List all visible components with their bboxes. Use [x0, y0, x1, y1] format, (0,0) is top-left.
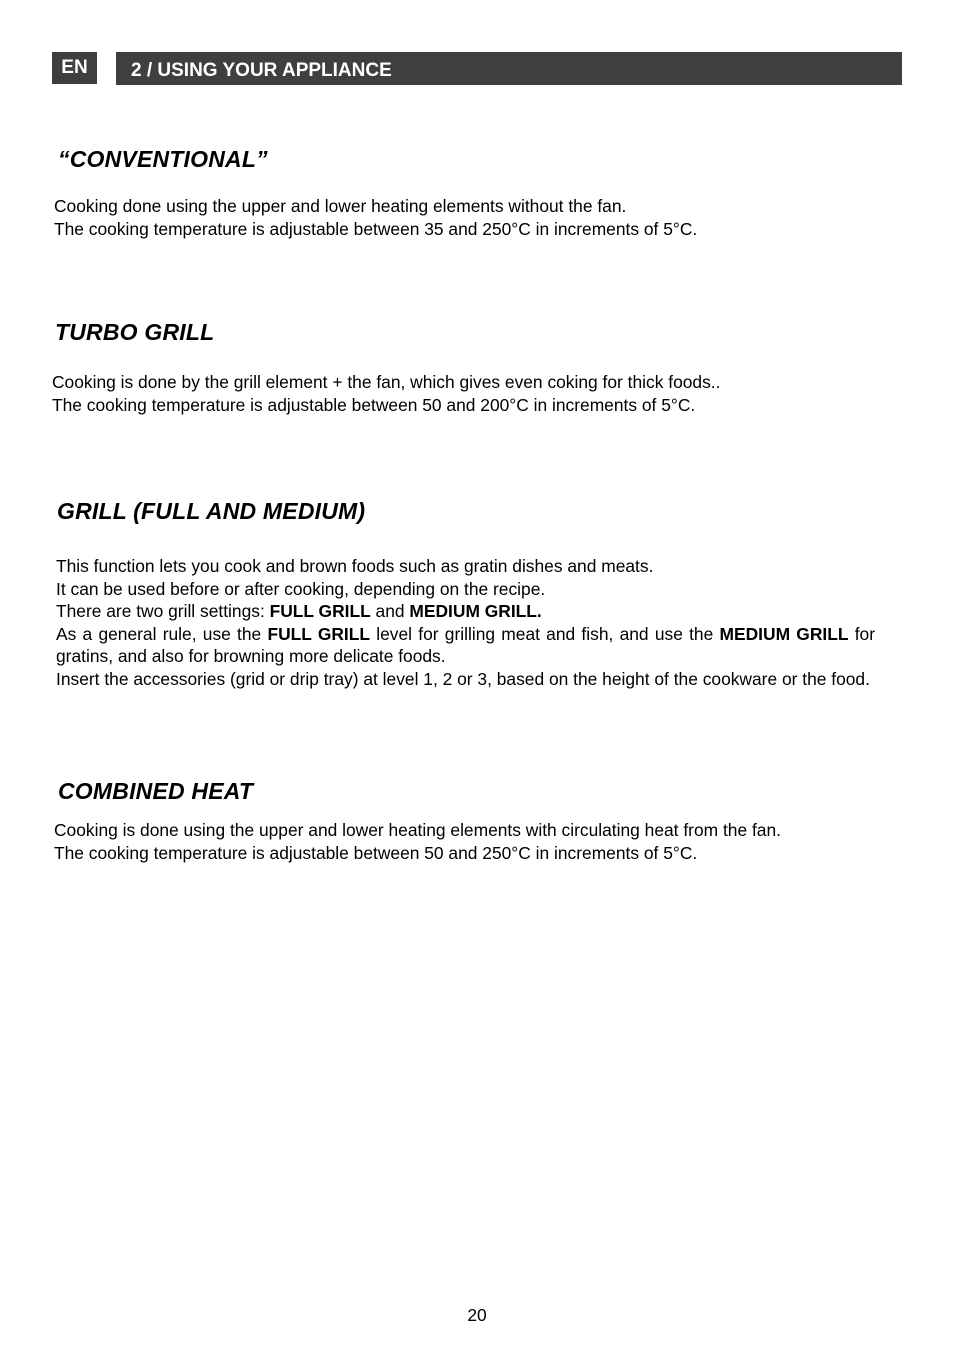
grill-line-4-pre: As a general rule, use the — [56, 623, 268, 644]
heading-turbo-grill: TURBO GRILL — [55, 319, 215, 345]
medium-grill-label: MEDIUM GRILL. — [409, 601, 542, 622]
grill-line-3-pre: There are two grill settings: — [56, 601, 270, 622]
combined-heat-text — [54, 819, 924, 864]
heading-grill-full-medium: GRILL (FULL AND MEDIUM) — [57, 498, 366, 524]
language-badge: EN — [52, 52, 97, 84]
heading-conventional: “CONVENTIONAL” — [58, 146, 268, 172]
conventional-text — [54, 195, 914, 240]
page-number: 20 — [467, 1305, 487, 1325]
turbo-grill-line-1: Cooking is done by the grill element + the fan, which gives even coking for thick foods.. — [52, 372, 721, 392]
grill-text — [56, 555, 875, 691]
grill-line-3-mid: and — [370, 601, 410, 622]
grill-line-2: It can be used before or after cooking, depending on the recipe. — [56, 578, 546, 599]
grill-line-4-post: for gratins, and also for browning more delicate foods. — [56, 623, 876, 667]
turbo-grill-text — [52, 371, 912, 416]
heading-combined-heat: COMBINED HEAT — [58, 778, 254, 804]
grill-line-4-mid: level for grilling meat and fish, and use the — [370, 623, 720, 644]
combined-heat-line-2: The cooking temperature is adjustable between 50 and 250°C in increments of 5°C. — [54, 842, 698, 863]
grill-line-4 — [56, 623, 875, 668]
section-header: 2 / USING YOUR APPLIANCE — [116, 52, 902, 85]
conventional-line-2: The cooking temperature is adjustable between 35 and 250°C in increments of 5°C. — [54, 218, 698, 239]
medium-grill-rule: MEDIUM GRILL — [719, 623, 849, 644]
full-grill-rule: FULL GRILL — [267, 623, 370, 644]
grill-line-3 — [56, 600, 875, 623]
turbo-grill-line-2: The cooking temperature is adjustable between 50 and 200°C in increments of 5°C. — [52, 394, 696, 415]
grill-line-5: Insert the accessories (grid or drip tray) at level 1, 2 or 3, based on the height of the cookware or the food. — [56, 668, 870, 689]
grill-line-1: This function lets you cook and brown foods such as gratin dishes and meats. — [56, 556, 654, 576]
conventional-line-1: Cooking done using the upper and lower heating elements without the fan. — [54, 196, 627, 216]
combined-heat-line-1: Cooking is done using the upper and lower heating elements with circulating heat from the fan. — [54, 820, 781, 840]
full-grill-label: FULL GRILL — [269, 601, 371, 622]
